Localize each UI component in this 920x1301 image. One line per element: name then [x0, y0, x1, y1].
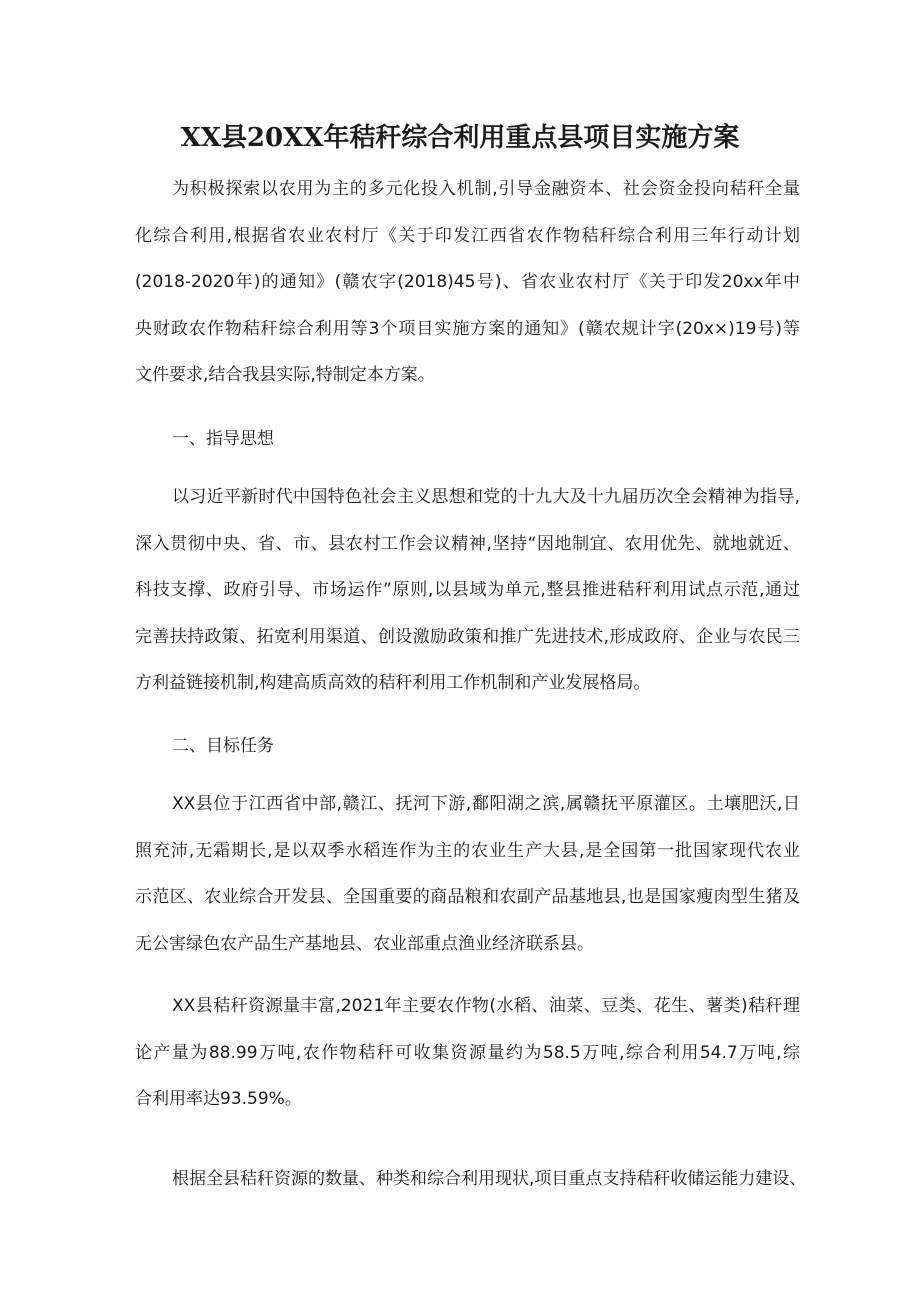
intro-line-5: 文件要求,结合我县实际,特制定本方案。: [135, 365, 435, 385]
intro-line-1: 为积极探索以农用为主的多元化投入机制,引导金融资本、社会资金投向秸秆全量: [172, 179, 800, 199]
guiding-line-1: 以习近平新时代中国特色社会主义思想和党的十九大及十九届历次全会精神为指导,: [172, 487, 800, 507]
focus-line-1: 根据全县秸秆资源的数量、种类和综合利用现状,项目重点支持秸秆收储运能力建设、: [172, 1169, 807, 1189]
guiding-line-5: 方利益链接机制,构建高质高效的秸秆利用工作机制和产业发展格局。: [135, 673, 651, 693]
resources-line-2: 论产量为88.99万吨,农作物秸秆可收集资源量约为58.5万吨,综合利用54.7万吨,综: [135, 1042, 800, 1063]
resources-line-1: XX县秸秆资源量丰富,2021年主要农作物(水稻、油菜、豆类、花生、薯类)秸秆理: [172, 996, 800, 1016]
straw-resources-paragraph: [135, 983, 800, 1123]
section-heading-targets-tasks: 二、目标任务: [172, 736, 274, 756]
resources-line-3: 合利用率达93.59%。: [135, 1089, 302, 1109]
overview-line-3: 示范区、农业综合开发县、全国重要的商品粮和农副产品基地县,也是国家瘦肉型生猪及: [135, 887, 800, 907]
guiding-line-4: 完善扶持政策、拓宽利用渠道、创设激励政策和推广先进技术,形成政府、企业与农民三: [135, 626, 800, 647]
project-focus-paragraph: [135, 1156, 807, 1203]
intro-line-3: (2018-2020年)的通知》(赣农字(2018)45号)、省农业农村厅《关于印发20xx年中: [135, 272, 800, 292]
county-overview-paragraph: [135, 781, 800, 967]
overview-line-4: 无公害绿色农产品生产基地县、农业部重点渔业经济联系县。: [135, 933, 594, 954]
page-title: XX县20XX年秸秆综合利用重点县项目实施方案: [180, 123, 740, 153]
guiding-line-2: 深入贯彻中央、省、市、县农村工作会议精神,坚持“因地制宜、农用优先、就地就近、: [135, 533, 800, 554]
guiding-ideology-paragraph: [135, 474, 800, 707]
section-heading-guiding-ideology: 一、指导思想: [172, 429, 274, 449]
intro-line-4: 央财政农作物秸秆综合利用等3个项目实施方案的通知》(赣农规计字(20x×)19号)等: [135, 318, 800, 339]
guiding-line-3: 科技支撑、政府引导、市场运作”原则,以县域为单元,整县推进秸秆利用试点示范,通过: [135, 580, 800, 600]
overview-line-1: XX县位于江西省中部,赣江、抚河下游,鄱阳湖之滨,属赣抚平原灌区。土壤肥沃,日: [172, 794, 800, 814]
intro-paragraph: [135, 166, 800, 399]
overview-line-2: 照充沛,无霜期长,是以双季水稻连作为主的农业生产大县,是全国第一批国家现代农业: [135, 840, 800, 861]
intro-line-2: 化综合利用,根据省农业农村厅《关于印发江西省农作物秸秆综合利用三年行动计划: [135, 225, 800, 246]
